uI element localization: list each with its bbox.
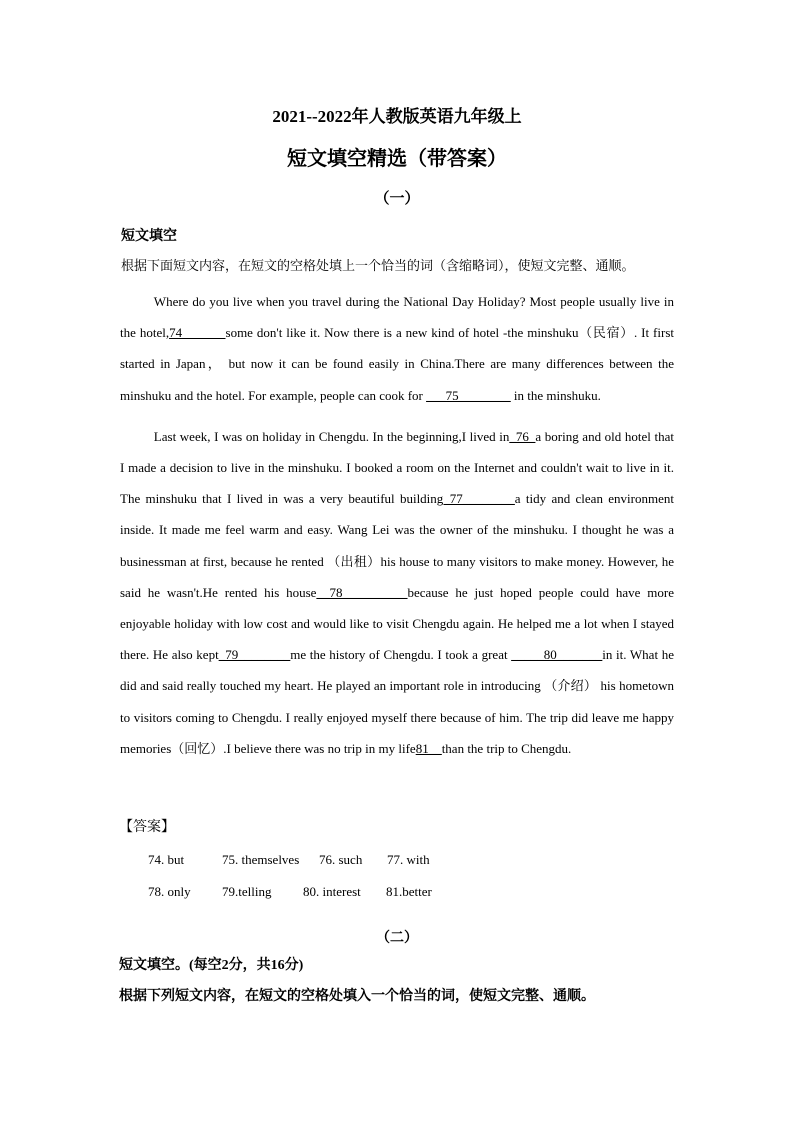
section-instruction-1: 根据下面短文内容，在短文的空格处填上一个恰当的词（含缩略词），使短文完整、通顺。	[121, 259, 635, 274]
section-heading-1: （一）	[374, 191, 420, 207]
passage-text: in it. What he did and said really touched my heart. He played an important role in introducing （介绍） his hometown to visitors coming to Chengdu. I really enjoyed myself there because of him. The trip did leave me happy memories（回忆）.I believe there was no trip in my life	[120, 647, 674, 756]
answer-item: 80. interest	[303, 884, 361, 899]
blank-75: ___75________	[426, 387, 511, 403]
document-subtitle: 短文填空精选（带答案）	[287, 148, 507, 170]
section-label-2: 短文填空。(每空2分，共16分)	[119, 958, 304, 973]
answer-item: 81.better	[386, 884, 432, 899]
answer-item: 78. only	[148, 884, 191, 899]
blank-80: _____80_______	[511, 647, 603, 663]
answer-item: 75. themselves	[222, 852, 300, 867]
passage-paragraph-1	[120, 286, 674, 411]
section-label-1: 短文填空	[121, 229, 177, 244]
passage-text: me the history of Chengdu. I took a great	[290, 647, 512, 663]
blank-78: __78__________	[316, 584, 408, 600]
answer-item: 79.telling	[222, 884, 272, 899]
answer-label: 【答案】	[119, 820, 175, 835]
answer-item: 74. but	[148, 852, 185, 867]
blank-76: _76_	[509, 428, 536, 444]
passage-text: some don't like it. Now there is a new kind of hotel -the minshuku（民宿）. It first started in Japan， but now it can be found easily in China.There are many differences between the minshuku and the hotel. For example, people can cook for	[120, 325, 674, 403]
answer-item: 77. with	[387, 852, 430, 867]
document-title: 2021--2022年人教版英语九年级上	[272, 107, 522, 126]
passage-text: Last week, I was on holiday in Chengdu. In the beginning,I lived in	[153, 428, 510, 444]
section-instruction-2: 根据下列短文内容，在短文的空格处填入一个恰当的词，使短文完整、通顺。	[119, 989, 595, 1004]
passage-text: a tidy and clean environment inside. It made me feel warm and easy. Wang Lei was the owner of the minshuku. I thought he was a businessman at first, because he rented （出租）his house to many visitors to make money. However, he said he wasn't.He rented his house	[120, 491, 674, 600]
passage-text: a boring and old hotel that I made a decision to live in the minshuku. I booked a room on the Internet and couldn't wait to live in it. The minshuku that I lived in was a very beautiful buildin	[120, 428, 674, 507]
passage	[120, 286, 674, 764]
passage-text: than the trip to Chengdu.	[441, 740, 572, 756]
passage-text: because he just hoped people could have more enjoyable holiday with low cost and would like to visit Chengdu again. He helped me a lot when I stayed there. He also kept	[120, 584, 674, 663]
answer-item: 76. such	[319, 852, 363, 867]
blank-79: _79________	[218, 647, 291, 663]
blank-77: g_77________	[436, 491, 515, 507]
passage-text: in the minshuku.	[510, 387, 601, 403]
passage-paragraph-2	[120, 421, 674, 764]
passage-text: Where do you live when you travel during the National Day Holiday? Most people usually live in the hotel,	[120, 294, 674, 341]
section-heading-2: （二）	[376, 931, 418, 946]
blank-74: 74	[169, 325, 226, 341]
blank-81: 81__	[415, 740, 442, 756]
